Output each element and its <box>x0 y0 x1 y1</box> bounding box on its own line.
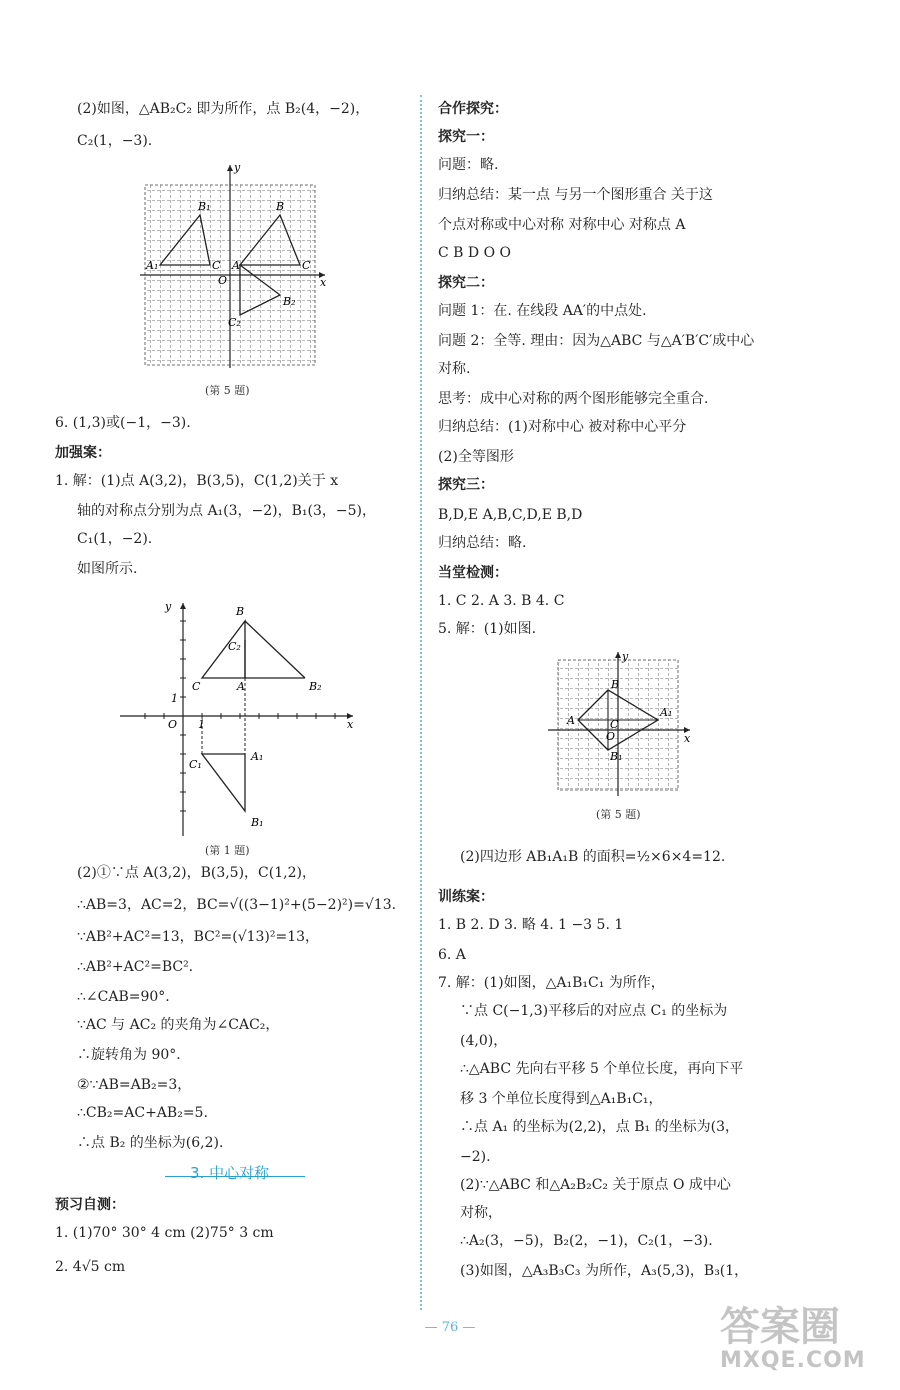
fig5-label-b2: B₂ <box>283 295 296 308</box>
heading: 合作探究： <box>438 101 508 117</box>
fig5-label-x: x <box>320 276 327 289</box>
text-line: ∴AB=3，AC=2，BC=√((3−1)²+(5−2)²)=√13. <box>77 897 397 913</box>
fig1-label-a: A <box>237 680 245 693</box>
fig1-label-y: y <box>165 600 172 613</box>
fig1-label-c1: C₁ <box>189 758 202 771</box>
watermark-logo <box>720 1305 866 1373</box>
fig1-label-c2: C₂ <box>228 640 241 653</box>
preview-heading: 预习自测： <box>55 1197 125 1213</box>
text-line: 对称， <box>460 1205 502 1221</box>
fig5b-label-c: C <box>610 718 619 731</box>
text-line: (2)如图，△AB₂C₂ 即为所作，点 B₂(4，−2)， <box>77 101 370 117</box>
text-line: 6. A <box>438 947 466 963</box>
text-line: (3)如图，△A₃B₃C₃ 为所作，A₃(5,3)，B₃(1， <box>460 1263 749 1279</box>
text-line: (2)全等图形 <box>438 449 514 465</box>
text-line: (2)四边形 AB₁A₁B 的面积=½×6×4=12. <box>460 849 726 865</box>
fig5-label-b: B <box>276 200 285 213</box>
preview-answer-2: 2. 4√5 cm <box>55 1259 126 1275</box>
page-number: — 76 — <box>424 1320 476 1335</box>
figure-5b-grid <box>548 648 693 798</box>
text-line: ∴旋转角为 90°. <box>77 1047 181 1063</box>
figure-5-caption: (第 5 题) <box>205 384 250 397</box>
text-line: 轴的对称点分别为点 A₁(3，−2)，B₁(3，−5)， <box>77 503 377 519</box>
fig1-label-1y: 1 <box>171 692 178 705</box>
text-line: ∵点 C(−1,3)平移后的对应点 C₁ 的坐标为 <box>460 1003 728 1019</box>
fig1-label-a1: A₁ <box>251 750 264 763</box>
text-line: ∴A₂(3，−5)，B₂(2，−1)，C₂(1，−3). <box>460 1233 713 1249</box>
heading: 探究三： <box>438 477 494 493</box>
text-line: 7. 解：(1)如图，△A₁B₁C₁ 为所作， <box>438 975 665 991</box>
text-line: (2)∵△ABC 和△A₂B₂C₂ 关于原点 O 成中心 <box>460 1177 731 1193</box>
text-line: 个点对称或中心对称 对称中心 对称点 A <box>438 217 686 233</box>
text-line: ∴AB²+AC²=BC². <box>77 959 194 975</box>
text-line: C₁(1，−2). <box>77 531 153 547</box>
text-line: 归纳总结：某一点 与另一个图形重合 关于这 <box>438 187 713 203</box>
preview-answer-1: 1. (1)70° 30° 4 cm (2)75° 3 cm <box>55 1225 274 1241</box>
fig5b-label-y: y <box>622 650 629 663</box>
text-line: ∵AC 与 AC₂ 的夹角为∠CAC₂， <box>77 1017 280 1033</box>
fig1-label-c: C <box>192 680 201 693</box>
text-line: 1. B 2. D 3. 略 4. 1 −3 5. 1 <box>438 917 624 933</box>
text-line: 归纳总结：(1)对称中心 被对称中心平分 <box>438 419 687 435</box>
fig5b-label-a: A <box>567 714 575 727</box>
fig5-label-c-right: C <box>302 259 311 272</box>
fig5b-label-a1: A₁ <box>660 706 673 719</box>
text-line: (4,0)， <box>460 1033 508 1049</box>
text-line: ∴△ABC 先向右平移 5 个单位长度，再向下平 <box>460 1061 744 1077</box>
watermark-bottom: MXQE.COM <box>720 1348 866 1373</box>
text-line: C B D O O <box>438 245 511 261</box>
answer-6: 6. (1,3)或(−1，−3). <box>55 415 191 431</box>
text-line: 问题：略. <box>438 157 499 173</box>
fig1-label-x: x <box>347 718 354 731</box>
heading: 探究二： <box>438 275 494 291</box>
fig5-label-o: O <box>218 274 228 287</box>
text-line: ∵AB²+AC²=13，BC²=(√13)²=13， <box>77 929 320 945</box>
fig5-label-c: C <box>212 259 221 272</box>
fig5-label-y: y <box>234 161 241 174</box>
figure-5-grid <box>140 160 330 368</box>
text-line: 5. 解：(1)如图. <box>438 621 537 637</box>
text-line: ∴∠CAB=90°. <box>77 989 170 1005</box>
text-line: 1. C 2. A 3. B 4. C <box>438 593 565 609</box>
text-line: 思考：成中心对称的两个图形能够完全重合. <box>438 391 709 407</box>
section-heading: 加强案： <box>55 445 111 461</box>
text-line: ∴点 B₂ 的坐标为(6,2). <box>77 1135 224 1151</box>
fig5b-label-o: O <box>606 730 616 743</box>
text-line: 移 3 个单位长度得到△A₁B₁C₁， <box>460 1091 663 1107</box>
fig5-label-a1: A₁ <box>146 259 159 272</box>
fig5-label-b1: B₁ <box>198 200 211 213</box>
text-line: C₂(1，−3). <box>77 133 153 149</box>
text-line: B,D,E A,B,C,D,E B,D <box>438 507 583 523</box>
text-line: ②∵AB=AB₂=3， <box>77 1077 192 1093</box>
text-line: 问题 1：在. 在线段 AA′的中点处. <box>438 303 647 319</box>
fig5-label-c2: C₂ <box>228 316 241 329</box>
heading: 探究一： <box>438 129 494 145</box>
fig5b-label-b1: B₁ <box>610 750 623 763</box>
column-divider <box>420 95 422 1310</box>
text-line: 对称. <box>438 361 471 377</box>
figure-1-caption: (第 1 题) <box>205 844 250 857</box>
text-line: ∴点 A₁ 的坐标为(2,2)，点 B₁ 的坐标为(3， <box>460 1119 739 1135</box>
text-line: −2). <box>460 1149 491 1165</box>
watermark-top: 答案圈 <box>720 1304 840 1350</box>
text-line: 归纳总结：略. <box>438 535 527 551</box>
fig1-label-b1: B₁ <box>251 816 264 829</box>
fig1-label-o: O <box>168 718 178 731</box>
fig1-label-b2: B₂ <box>309 680 322 693</box>
text-line: ∴CB₂=AC+AB₂=5. <box>77 1105 208 1121</box>
heading: 当堂检测： <box>438 565 508 581</box>
text-line: 如图所示. <box>77 561 138 577</box>
section-title: 3. 中心对称 <box>190 1164 270 1182</box>
fig5-label-a: A <box>232 259 240 272</box>
fig1-label-b: B <box>236 605 245 618</box>
heading: 训练案： <box>438 889 494 905</box>
text-line: (2)①∵点 A(3,2)，B(3,5)，C(1,2)， <box>77 865 316 881</box>
text-line: 问题 2：全等. 理由：因为△ABC 与△A′B′C′成中心 <box>438 333 755 349</box>
text-line: 1. 解：(1)点 A(3,2)，B(3,5)，C(1,2)关于 x <box>55 473 339 489</box>
fig1-label-1x: 1 <box>198 718 205 731</box>
figure-5b-caption: (第 5 题) <box>596 808 641 821</box>
fig5b-label-b: B <box>611 678 620 691</box>
fig5b-label-x: x <box>684 732 691 745</box>
figure-1-graph <box>115 598 360 838</box>
